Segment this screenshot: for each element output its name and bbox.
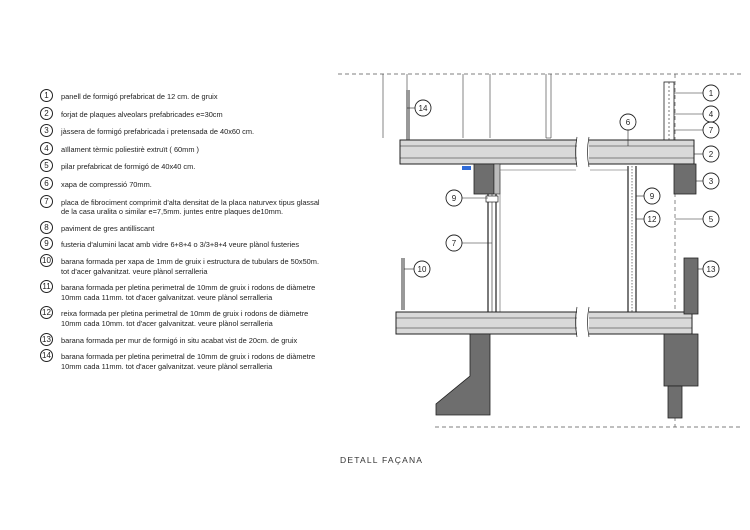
right-column-top — [664, 82, 674, 140]
callout-1 — [674, 85, 719, 101]
legend-text: barana formada per pletina perimetral de 10mm de gruix i rodons de diàmetre 10mm cada 11mm. tot d'acer galvanitzat. veure plànol serralleria — [61, 283, 316, 302]
legend-number: 6 — [40, 177, 53, 190]
window-frame-right — [628, 166, 636, 312]
legend-text: forjat de plaques alveolars prefabricades e=30cm — [61, 109, 223, 119]
concrete-parapet — [684, 258, 698, 314]
svg-text:9: 9 — [451, 194, 457, 203]
svg-text:7: 7 — [451, 239, 457, 248]
legend-number: 14 — [40, 349, 53, 362]
legend-number: 7 — [40, 195, 53, 208]
svg-text:13: 13 — [706, 265, 716, 274]
legend-text: panell de formigó prefabricat de 12 cm. de gruix — [61, 92, 218, 101]
legend-number: 11 — [40, 280, 53, 293]
callout-14 — [407, 100, 431, 116]
callout-13 — [698, 261, 719, 277]
legend-number: 13 — [40, 333, 53, 346]
callout-2 — [694, 146, 719, 162]
svg-text:7: 7 — [708, 126, 714, 135]
legend-text: paviment de gres antilliscant — [61, 223, 155, 233]
legend-number: 3 — [40, 124, 53, 137]
callout-3 — [696, 173, 719, 189]
legend-text: pilar prefabricat de formigó de 40x40 cm. — [61, 162, 196, 172]
lower-railing — [402, 258, 404, 310]
svg-text:12: 12 — [647, 215, 657, 224]
legend-number: 10 — [40, 254, 53, 267]
legend-text: jàssera de formigó prefabricada i pretensada de 40x60 cm. — [61, 127, 255, 137]
svg-text:3: 3 — [708, 177, 714, 186]
legend-number: 4 — [40, 142, 53, 155]
legend-text: barana formada per xapa de 1mm de gruix i estructura de tubulars de 50x50m. tot d'acer galvanitzat. veure plànol serralleria — [61, 256, 319, 276]
blue-marker — [462, 166, 471, 170]
svg-text:9: 9 — [649, 192, 655, 201]
svg-text:6: 6 — [625, 118, 631, 127]
interior-outline — [500, 170, 628, 312]
callout-12 — [636, 211, 660, 227]
lower-slab — [396, 306, 692, 338]
callout-10 — [404, 261, 430, 277]
svg-text:5: 5 — [708, 215, 714, 224]
lower-beams — [436, 334, 698, 418]
legend-number: 2 — [40, 107, 53, 120]
callout-7-mid — [446, 235, 492, 251]
legend-number: 12 — [40, 306, 53, 319]
callout-9-right — [636, 188, 660, 204]
legend-number: 9 — [40, 237, 53, 250]
svg-text:1: 1 — [708, 89, 714, 98]
legend-text: xapa de compressió 70mm. — [61, 179, 152, 189]
callout-7-top — [674, 122, 719, 138]
upper-slab — [400, 136, 694, 170]
callout-5 — [675, 211, 719, 227]
legend-text: barana formada per pletina perimetral de 10mm de gruix i rodons de diàmetre 10mm cada 11mm. tot d'acer galvanitzat. veure plànol serralleria — [61, 352, 316, 371]
svg-text:14: 14 — [418, 104, 428, 113]
legend-text: reixa formada per pletina perimetral de 10mm de gruix i rodons de diàmetre 10mm cada 10mm. tot d'acer galvanitzat. veure plànol serralleria — [61, 309, 309, 328]
beam-blocks — [474, 164, 696, 194]
legend-text: barana formada per mur de formigó in situ acabat vist de 20cm. de gruix — [61, 335, 298, 345]
window-frame-left — [486, 194, 498, 312]
drawing-caption: DETALL FAÇANA — [340, 455, 424, 465]
svg-text:10: 10 — [417, 265, 427, 274]
svg-text:2: 2 — [708, 150, 714, 159]
svg-text:4: 4 — [708, 110, 714, 119]
structure-lines — [383, 74, 551, 138]
legend-number: 1 — [40, 89, 53, 102]
callout-4 — [674, 106, 719, 122]
legend-number: 8 — [40, 221, 53, 234]
legend-number: 5 — [40, 159, 53, 172]
legend-text: fusteria d'alumini lacat amb vidre 6+8+4 o 3/3+8+4 veure plànol fusteries — [61, 240, 300, 250]
upper-railing — [407, 90, 409, 140]
legend-text: placa de fibrociment comprimit d'alta densitat de la placa naturvex tipus glassal de la casa uralita o similar e=7,5mm. juntes entre plaques de10mm. — [61, 197, 320, 217]
legend-text: aïllament tèrmic poliestirè extruït ( 60mm ) — [61, 144, 199, 154]
